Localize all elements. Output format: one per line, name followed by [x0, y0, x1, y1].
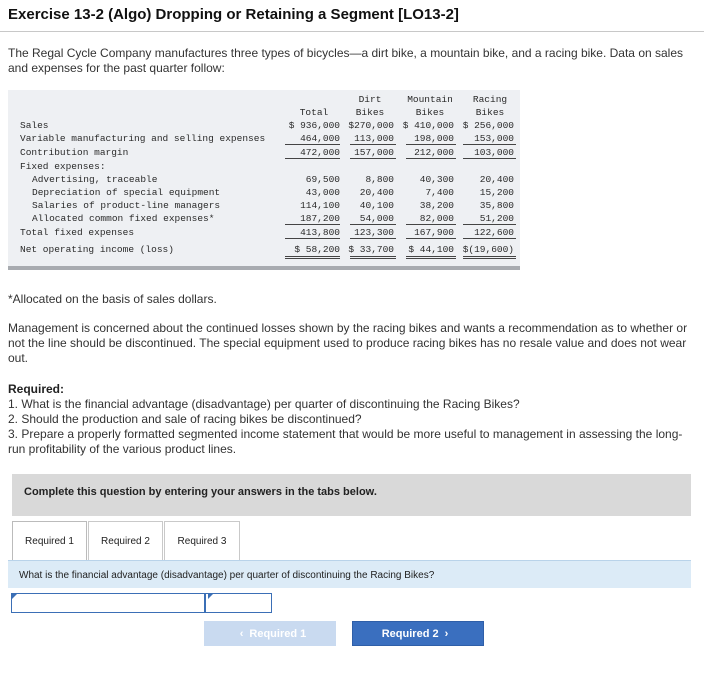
cell-total: 43,000 — [305, 187, 340, 198]
cell-total: 472,000 — [300, 147, 340, 158]
cell-racing: $(19,600) — [462, 244, 514, 255]
cell-dirt: 113,000 — [354, 133, 394, 144]
underline — [406, 158, 456, 159]
underline — [350, 224, 396, 225]
underline — [350, 158, 396, 159]
intro-paragraph: The Regal Cycle Company manufactures three types of bicycles—a dirt bike, a mountain bike, and a racing bike. Data on sales and expenses for the past quarter follow: — [8, 46, 684, 75]
required-item: 3. Prepare a properly formatted segmented income statement that would be more useful to management in assessing the long-run profitability of the various product lines. — [8, 427, 683, 456]
underline — [285, 224, 340, 225]
cell-dirt: 40,100 — [359, 200, 394, 211]
underline — [350, 238, 396, 239]
double-underline — [285, 258, 340, 259]
cell-mountain: 198,000 — [414, 133, 454, 144]
underline — [463, 158, 516, 159]
header-total-2: Total — [299, 107, 329, 118]
header-racing-1: Racing — [472, 94, 508, 105]
answer-row — [11, 593, 272, 613]
double-underline — [406, 258, 456, 259]
cell-dirt: $ 33,700 — [348, 244, 394, 255]
double-underline — [406, 256, 456, 257]
next-button[interactable] — [352, 621, 484, 646]
header-dirt-1: Dirt — [358, 94, 382, 105]
required-item: 1. What is the financial advantage (disadvantage) per quarter of discontinuing the Racing Bikes? — [8, 397, 520, 411]
required-heading: Required: — [8, 382, 65, 396]
row-label-allocated-common: Allocated common fixed expenses* — [32, 213, 215, 224]
row-label-advertising: Advertising, traceable — [32, 174, 158, 185]
double-underline — [285, 256, 340, 257]
cell-racing: 122,600 — [474, 227, 514, 238]
cell-mountain: 40,300 — [419, 174, 454, 185]
underline — [285, 144, 340, 145]
tab-required-2[interactable]: Required 2 — [88, 521, 163, 561]
header-dirt-2: Bikes — [355, 107, 385, 118]
cell-dirt: 20,400 — [359, 187, 394, 198]
underline — [285, 158, 340, 159]
required-list — [8, 397, 698, 457]
cell-dirt: $270,000 — [348, 120, 394, 131]
chevron-right-icon: › — [444, 627, 449, 640]
cell-dirt: 54,000 — [359, 213, 394, 224]
cell-mountain: 212,000 — [414, 147, 454, 158]
cell-total: 464,000 — [300, 133, 340, 144]
row-label-total-fixed: Total fixed expenses — [20, 227, 135, 238]
cell-dirt: 123,300 — [354, 227, 394, 238]
answer-label-input[interactable] — [12, 594, 206, 612]
underline — [406, 144, 456, 145]
underline — [406, 224, 456, 225]
cell-mountain: 82,000 — [419, 213, 454, 224]
cell-racing: $ 256,000 — [462, 120, 514, 131]
underline — [463, 224, 516, 225]
page-title: Exercise 13-2 (Algo) Dropping or Retaining a Segment [LO13-2] — [8, 6, 459, 23]
cell-mountain: 38,200 — [419, 200, 454, 211]
underline — [463, 238, 516, 239]
cell-mountain: $ 410,000 — [402, 120, 454, 131]
answer-amount-input[interactable] — [208, 594, 271, 612]
cell-total: 413,800 — [300, 227, 340, 238]
management-paragraph: Management is concerned about the continued losses shown by the racing bikes and wants a recommendation as to whether or not the line should be discontinued. The special equipment used to produce racing bikes has no resale value and does not wear out. — [8, 321, 688, 365]
question-text: What is the financial advantage (disadvantage) per quarter of discontinuing the Racing Bikes? — [19, 570, 435, 581]
underline — [463, 144, 516, 145]
underline — [285, 238, 340, 239]
row-label-depreciation: Depreciation of special equipment — [32, 187, 221, 198]
cell-total: $ 936,000 — [288, 120, 340, 131]
cell-total: 69,500 — [305, 174, 340, 185]
row-label-variable-expenses: Variable manufacturing and selling expenses — [20, 133, 266, 144]
double-underline — [463, 258, 516, 259]
input-flag-icon — [12, 594, 17, 599]
cell-dirt: 8,800 — [365, 174, 394, 185]
cell-total: 114,100 — [300, 200, 340, 211]
footnote: *Allocated on the basis of sales dollars. — [8, 292, 217, 306]
instructions-banner — [12, 474, 691, 516]
title-divider — [0, 31, 704, 32]
row-label-contribution-margin: Contribution margin — [20, 147, 129, 158]
cell-racing: 15,200 — [479, 187, 514, 198]
underline — [406, 238, 456, 239]
required-item: 2. Should the production and sale of racing bikes be discontinued? — [8, 412, 362, 426]
row-label-net-operating-income: Net operating income (loss) — [20, 244, 174, 255]
cell-dirt: 157,000 — [354, 147, 394, 158]
cell-total: $ 58,200 — [294, 244, 340, 255]
row-label-salaries: Salaries of product-line managers — [32, 200, 221, 211]
cell-racing: 35,800 — [479, 200, 514, 211]
next-button-label: Required 2 — [381, 627, 439, 640]
row-label-sales: Sales — [20, 120, 49, 131]
cell-racing: 20,400 — [479, 174, 514, 185]
underline — [350, 144, 396, 145]
cell-mountain: $ 44,100 — [408, 244, 454, 255]
double-underline — [350, 256, 396, 257]
previous-button-label: Required 1 — [249, 627, 307, 640]
double-underline — [350, 258, 396, 259]
financial-data-panel — [8, 90, 520, 270]
instructions-text: Complete this question by entering your answers in the tabs below. — [24, 486, 377, 498]
double-underline — [463, 256, 516, 257]
tab-required-1[interactable]: Required 1 — [12, 521, 87, 561]
cell-racing: 153,000 — [474, 133, 514, 144]
cell-racing: 103,000 — [474, 147, 514, 158]
cell-mountain: 7,400 — [425, 187, 454, 198]
cell-racing: 51,200 — [479, 213, 514, 224]
row-label-fixed-expenses: Fixed expenses: — [20, 161, 106, 172]
panel-bottom-border — [8, 266, 520, 270]
chevron-left-icon: ‹ — [239, 627, 244, 640]
cell-total: 187,200 — [300, 213, 340, 224]
header-mountain-1: Mountain — [407, 94, 453, 105]
input-flag-icon — [208, 594, 213, 599]
previous-button[interactable] — [204, 621, 336, 646]
cell-mountain: 167,900 — [414, 227, 454, 238]
question-bar — [8, 560, 691, 588]
tab-required-3[interactable]: Required 3 — [164, 521, 240, 561]
header-mountain-2: Bikes — [415, 107, 445, 118]
header-racing-2: Bikes — [475, 107, 505, 118]
